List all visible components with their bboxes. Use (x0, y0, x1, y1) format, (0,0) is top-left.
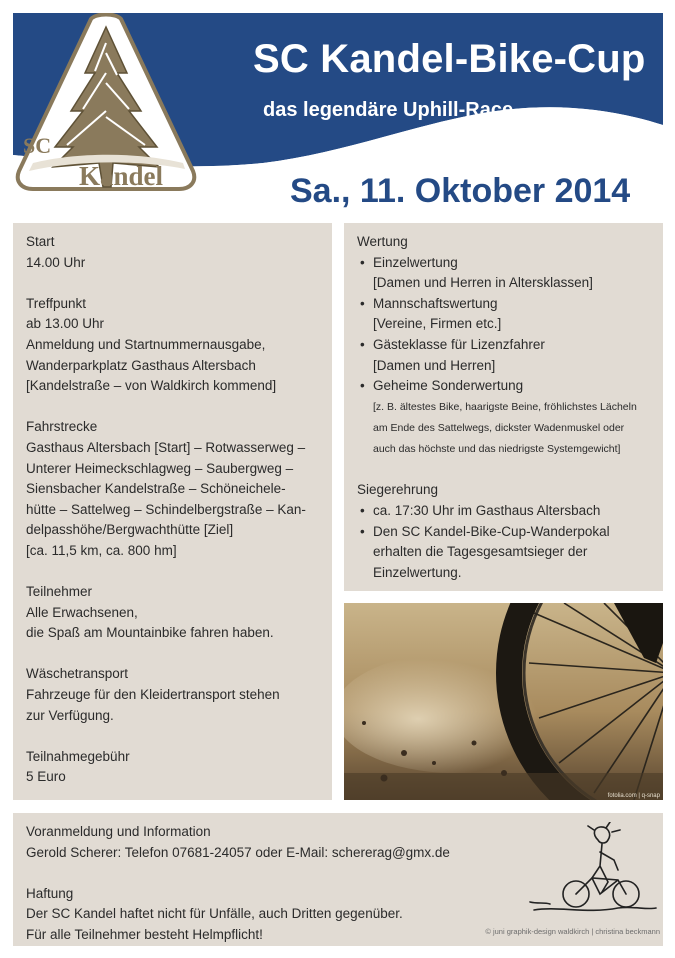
contact-line: Gerold Scherer: Telefon 07681-24057 oder E-Mail: schererag@gmx.de (26, 844, 450, 860)
teilnehmer-title: Teilnehmer (26, 584, 93, 600)
start-time: 14.00 Uhr (26, 254, 86, 270)
logo-kandel-text: Kandel (79, 161, 164, 191)
wertung-title: Wertung (357, 234, 408, 249)
item-detail-small: [z. B. ältestes Bike, haarigste Beine, fröhlichstes Lächeln (373, 400, 637, 413)
siegerehrung-title: Siegerehrung (357, 482, 439, 498)
item-detail: [Vereine, Firmen etc.] (373, 316, 502, 332)
list-item (357, 335, 650, 376)
start-title: Start (26, 234, 55, 249)
fahrstrecke-line: [ca. 11,5 km, ca. 800 hm] (26, 542, 177, 558)
designer-credit: © juni graphik-design waldkirch | christina beckmann (485, 927, 660, 937)
treffpunkt-line: ab 13.00 Uhr (26, 316, 105, 332)
fahrstrecke-line: Unterer Heimeckschlagweg – Saubergweg – (26, 460, 294, 476)
item-detail: erhalten die Tagesgesamtsieger der (373, 544, 588, 560)
treffpunkt-title: Treffpunkt (26, 295, 87, 311)
item-label: • Mannschaftswertung (373, 295, 498, 311)
teilnehmer-line: Alle Erwachsenen, (26, 604, 138, 620)
section-fahrstrecke (26, 417, 319, 561)
item-label: • Den SC Kandel-Bike-Cup-Wanderpokal (373, 523, 610, 539)
logo-sc-text: SC (23, 133, 52, 158)
item-detail: Einzelwertung. (373, 564, 462, 580)
haftung-title: Haftung (26, 885, 74, 901)
fahrstrecke-title: Fahrstrecke (26, 419, 98, 435)
item-detail-small: auch das höchste und das niedrigste Systemgewicht] (373, 442, 621, 455)
photo-credit: fotolia.com | q-snap (607, 793, 660, 799)
siegerehrung-list (357, 501, 650, 583)
list-item (357, 522, 650, 584)
treffpunkt-line: [Kandelstraße – von Waldkirch kommend] (26, 378, 277, 394)
cyclist-sketch-icon (528, 822, 658, 922)
sc-kandel-logo (13, 13, 199, 193)
waesche-line: zur Verfügung. (26, 707, 114, 723)
event-date: Sa., 11. Oktober 2014 (290, 172, 631, 210)
item-label: • Gästeklasse für Lizenzfahrer (373, 336, 545, 352)
gebuehr-amount: 5 Euro (26, 769, 66, 785)
section-teilnahmegebuehr (26, 747, 319, 788)
fahrstrecke-line: Gasthaus Altersbach [Start] – Rotwasserweg – (26, 439, 306, 455)
list-item (357, 294, 650, 335)
waesche-title: Wäschetransport (26, 666, 129, 682)
gebuehr-title: Teilnahmegebühr (26, 748, 130, 764)
item-detail: [Damen und Herren] (373, 357, 496, 373)
haftung-line: Für alle Teilnehmer besteht Helmpflicht! (26, 926, 263, 942)
fahrstrecke-line: hütte – Sattelweg – Schindelbergstraße – Kan- (26, 501, 306, 517)
treffpunkt-line: Wanderparkplatz Gasthaus Altersbach (26, 357, 256, 373)
fahrstrecke-line: delpasshöhe/Bergwachthütte [Ziel] (26, 522, 234, 538)
haftung-line: Der SC Kandel haftet nicht für Unfälle, auch Dritten gegenüber. (26, 906, 403, 922)
details-panel (13, 223, 332, 800)
section-wertung (357, 232, 650, 460)
section-start (26, 232, 319, 273)
list-item (357, 376, 650, 460)
wheel-illustration (344, 603, 663, 800)
section-waeschetransport (26, 664, 319, 726)
scoring-panel (344, 223, 663, 591)
item-detail: [Damen und Herren in Altersklassen] (373, 275, 593, 291)
fahrstrecke-line: Siensbacher Kandelstraße – Schöneichele- (26, 481, 286, 497)
page-title: SC Kandel-Bike-Cup (253, 37, 646, 81)
page-subtitle: das legendäre Uphill-Race (263, 99, 514, 121)
wertung-list (357, 253, 650, 460)
list-item (357, 501, 650, 522)
item-label: • ca. 17:30 Uhr im Gasthaus Altersbach (373, 502, 601, 518)
waesche-line: Fahrzeuge für den Kleidertransport stehen (26, 687, 280, 703)
treffpunkt-line: Anmeldung und Startnummernausgabe, (26, 336, 266, 352)
item-label: • Geheime Sonderwertung (373, 378, 524, 394)
voranmeldung-title: Voranmeldung und Information (26, 824, 211, 839)
teilnehmer-line: die Spaß am Mountainbike fahren haben. (26, 625, 274, 641)
list-item (357, 253, 650, 294)
section-teilnehmer (26, 582, 319, 644)
item-detail-small: am Ende des Sattelwegs, dickster Wadenmuskel oder (373, 421, 625, 434)
item-label: • Einzelwertung (373, 254, 458, 270)
section-siegerehrung (357, 480, 650, 583)
bike-wheel-photo (344, 603, 663, 800)
section-treffpunkt (26, 294, 319, 397)
